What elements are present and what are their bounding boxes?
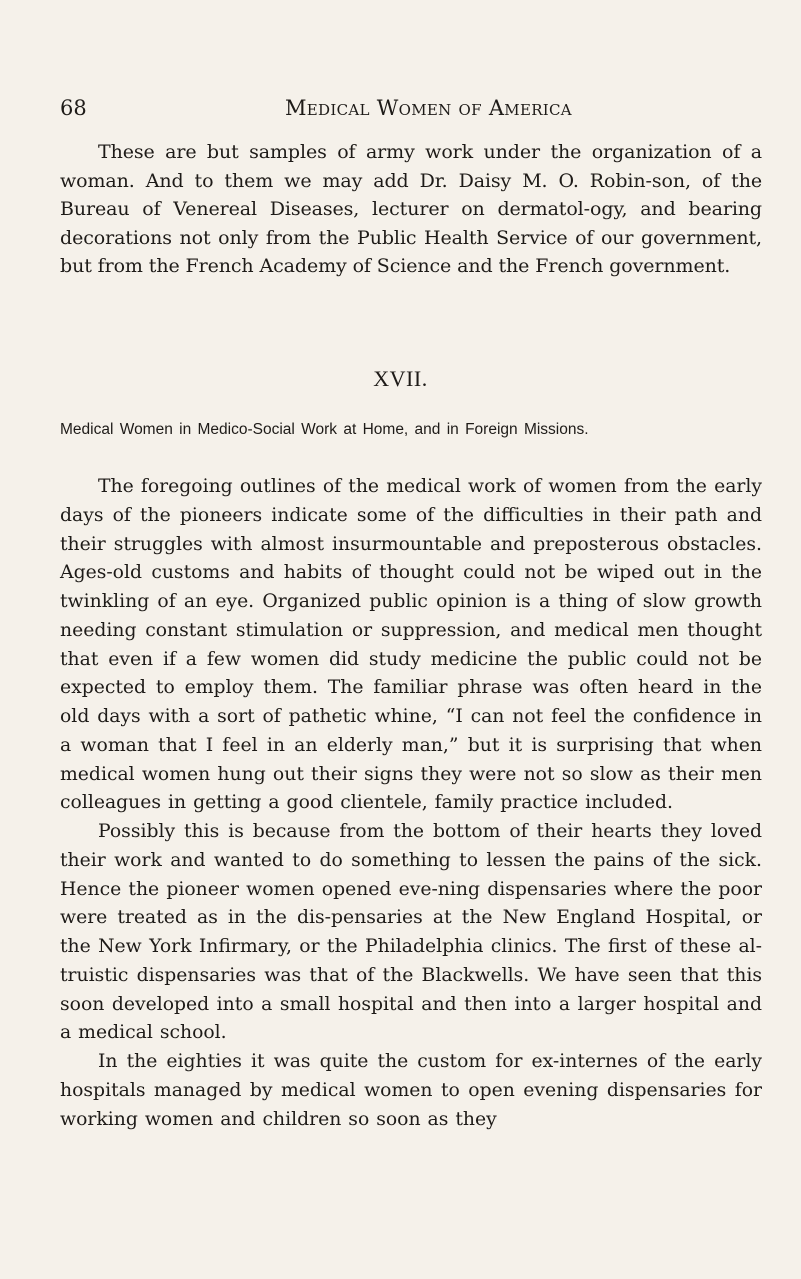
- paragraph-dispensaries: Possibly this is because from the bottom of their hearts they loved their work and wanted to do something to lessen the pains of the sick. Hence the pioneer women opened eve-ning dispensaries where the poor were treated as in the dis-pensaries at the New England Hospital, or the New York Infirmary, or the Philadelphia clinics. The first of these al-truistic dispensaries was that of the Blackwells. We have seen that this soon developed into a small hospital and then into a larger hospital and a medical school.: [60, 821, 762, 1044]
- page-header: [60, 96, 760, 126]
- body-text: [60, 473, 762, 1134]
- page-number: 68: [60, 96, 87, 120]
- chapter-number: XVII.: [373, 366, 428, 391]
- paragraph-army-work: These are but samples of army work under the organization of a woman. And to them we may add Dr. Daisy M. O. Robin-son, of the Bureau of Venereal Diseases, lecturer on dermatol-ogy, and bearing decorations not only from the Public Health Service of our government, but from the French Academy of Science and the French government.: [60, 141, 762, 278]
- paragraph-eighties: In the eighties it was quite the custom for ex-internes of the early hospitals managed by medical women to open evening dispensaries for working women and children so soon as they: [60, 1051, 762, 1130]
- paragraph-foregoing-outlines: The foregoing outlines of the medical work of women from the early days of the pioneers indicate some of the difficulties in their path and their struggles with almost insurmountable and preposterous obstacles. Ages-old customs and habits of thought could not be wiped out in the twinkling of an eye. Organized public opinion is a thing of slow growth needing constant stimulation or suppression, and medical men thought that even if a few women did study medicine the public could not be expected to employ them. The familiar phrase was often heard in the old days with a sort of pathetic whine, “I can not feel the confidence in a woman that I feel in an elderly man,” but it is surprising that when medical women hung out their signs they were not so slow as their men colleagues in getting a good clientele, family practice included.: [60, 476, 762, 814]
- running-title: Medical Women of America: [285, 96, 572, 120]
- chapter-subtitle: Medical Women in Medico-Social Work at Home, and in Foreign Missions.: [60, 421, 589, 438]
